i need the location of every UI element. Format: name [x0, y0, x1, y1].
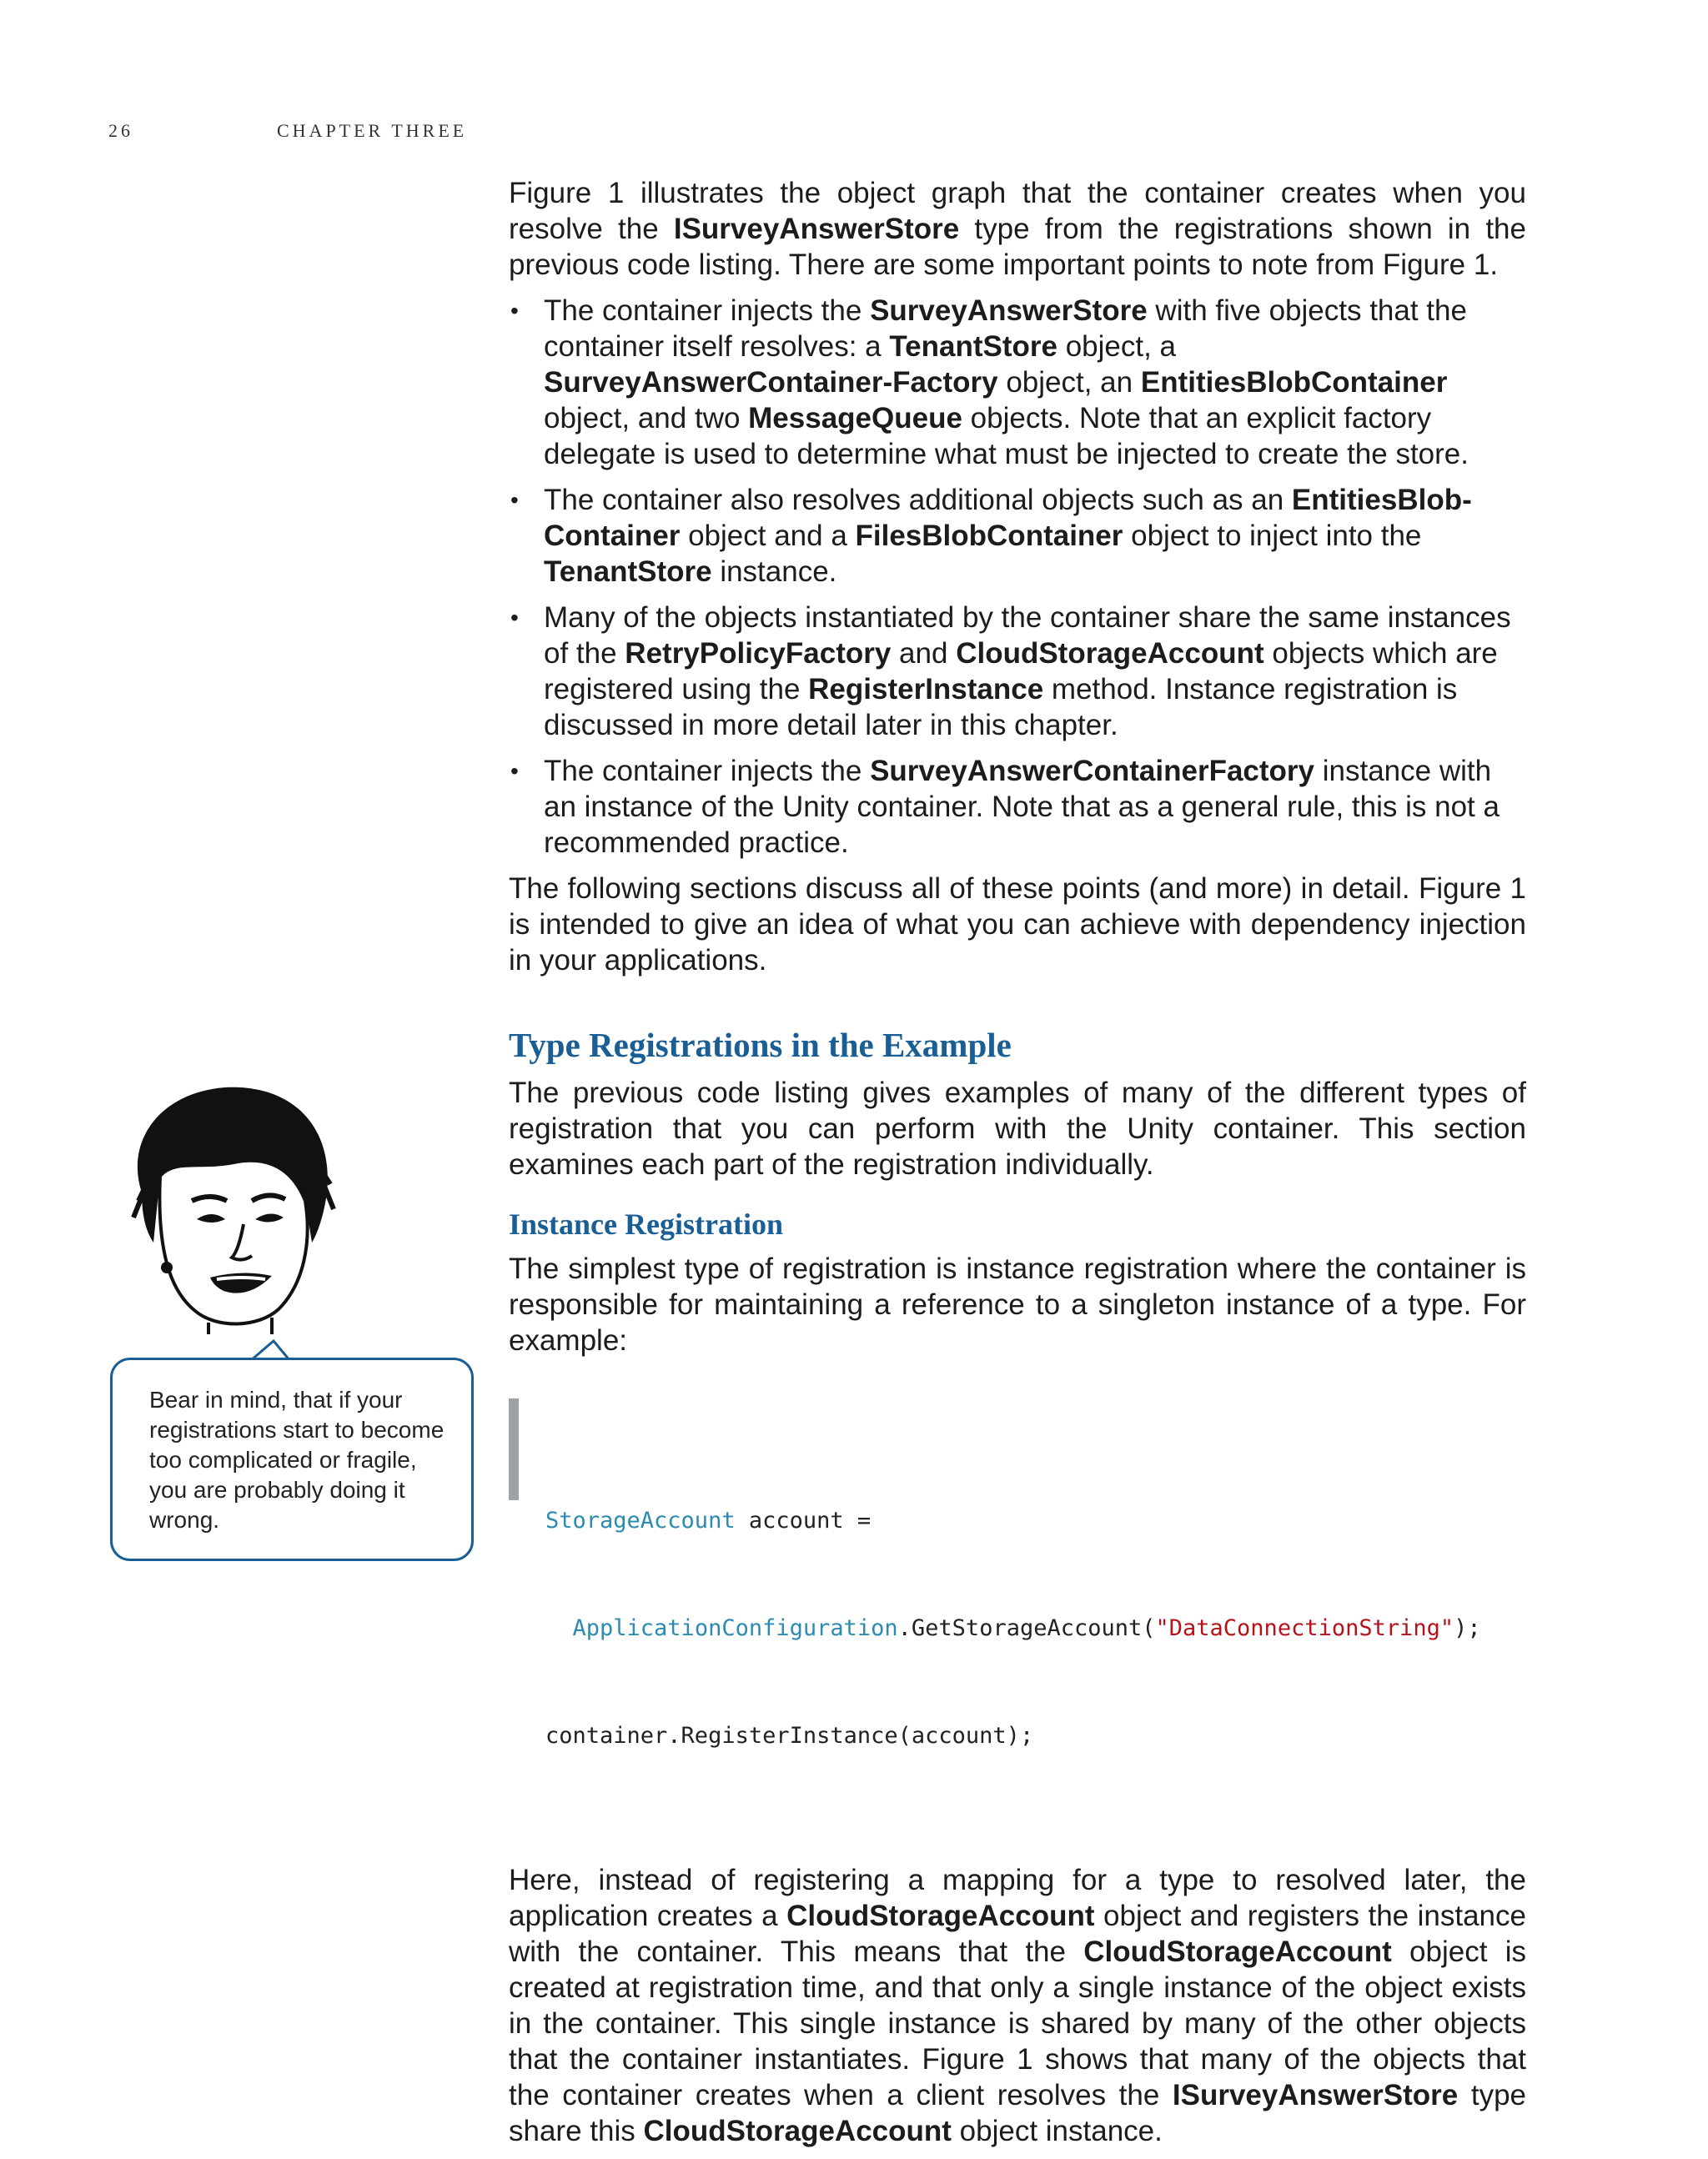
code-term: ISurveyAnswerStore — [673, 213, 960, 245]
text-run: object, and two — [544, 402, 749, 434]
code-term: MessageQueue — [748, 402, 962, 434]
text-run: Figure 1 illustrates the object graph that the container creates when you resolve the — [509, 177, 1526, 245]
code-term: EntitiesBlob-Container — [544, 484, 1472, 552]
code-listing — [509, 1395, 1526, 1825]
text-run: object instance. — [951, 2115, 1163, 2147]
text-run: objects. Note that an explicit factory delegate is used to determine what must be injected to create the store. — [544, 402, 1469, 470]
section-paragraph: The previous code listing gives examples of many of the different types of registration that you can perform with the Unity container. This section examines each part of the registration individually. — [509, 1077, 1526, 1181]
sidebar-note-text: Bear in mind, that if your registrations start to become too complicated or fragile, you are probably doing it wrong. — [149, 1387, 445, 1533]
list-item — [509, 600, 1526, 743]
text-run: and — [891, 637, 957, 670]
code-term: ISurveyAnswerStore — [1172, 2079, 1459, 2111]
text-run: objects which are registered using the — [544, 637, 1498, 705]
subsection-heading: Instance Registration — [509, 1208, 783, 1241]
text-run: Many of the objects instantiated by the container share the same instances of the — [544, 601, 1511, 670]
text-run: object to inject into the — [1123, 520, 1422, 552]
list-item — [509, 293, 1526, 472]
running-head — [0, 117, 1708, 147]
chapter-title: CHAPTER THREE — [277, 120, 468, 141]
text-run: object, a — [1057, 330, 1177, 363]
text-run: The container also resolves additional objects such as an — [544, 484, 1292, 516]
code-term: EntitiesBlobContainer — [1140, 366, 1448, 399]
code-term: SurveyAnswerContainer-Factory — [544, 366, 998, 399]
text-run: object is created at registration time, and that only a single instance of the object exists in the container. This single instance is shared by many of the other objects that the container instantiates. Figure 1 shows that many of the objects that the container creates when a client resolves the — [509, 1936, 1526, 2111]
page-number: 26 — [108, 120, 133, 141]
code-term: SurveyAnswerStore — [870, 294, 1148, 327]
main-column — [509, 175, 1526, 2159]
text-run: method. Instance registration is discussed in more detail later in this chapter. — [544, 673, 1458, 741]
code-term: CloudStorageAccount — [643, 2115, 952, 2147]
list-item — [509, 753, 1526, 861]
following-paragraph: The following sections discuss all of these points (and more) in detail. Figure 1 is intended to give an idea of what you can achieve with dependency injection in your applications. — [509, 872, 1526, 977]
intro-paragraph — [509, 175, 1526, 283]
code-string: "DataConnectionString" — [1155, 1615, 1454, 1641]
code-type: ApplicationConfiguration — [572, 1615, 898, 1641]
list-item — [509, 482, 1526, 590]
code-term: CloudStorageAccount — [1083, 1936, 1392, 1968]
code-term: SurveyAnswerContainerFactory — [870, 755, 1315, 787]
text-run: instance with an instance of the Unity container. Note that as a general rule, this is not a recommended practice. — [544, 755, 1500, 859]
closing-paragraph — [509, 1862, 1526, 2149]
code-term: RegisterInstance — [808, 673, 1044, 705]
text-run: with five objects that the container itself resolves: a — [544, 294, 1467, 363]
text-run: instance. — [711, 555, 837, 588]
subsection-paragraph: The simplest type of registration is instance registration where the container is responsible for maintaining a reference to a singleton instance of a type. For example: — [509, 1253, 1526, 1357]
code-line: container.RegisterInstance(account); — [545, 1723, 1034, 1749]
code-term: TenantStore — [889, 330, 1057, 363]
code-text: ); — [1454, 1615, 1481, 1641]
code-text: .GetStorageAccount( — [897, 1615, 1156, 1641]
code-term: CloudStorageAccount — [786, 1900, 1095, 1932]
code-term: TenantStore — [544, 555, 712, 588]
woman-face-icon — [108, 1076, 350, 1334]
text-run: object and registers the instance with the container. This means that the — [509, 1900, 1526, 1968]
sidebar-note — [110, 1358, 474, 1561]
text-run: object and a — [680, 520, 856, 552]
text-run: The container injects the — [544, 755, 871, 787]
text-run: Here, instead of registering a mapping for a type to resolved later, the application creates a — [509, 1864, 1526, 1932]
code-margin-bar — [509, 1398, 519, 1500]
code-term: FilesBlobContainer — [855, 520, 1123, 552]
code-line — [545, 1503, 1526, 1539]
code-line — [545, 1610, 1526, 1646]
text-run: type from the registrations shown in the previous code listing. There are some important points to note from Figure 1. — [509, 213, 1526, 281]
text-run: The container injects the — [544, 294, 871, 327]
code-term: CloudStorageAccount — [956, 637, 1264, 670]
text-run: object, an — [997, 366, 1141, 399]
text-run: type share this — [509, 2079, 1527, 2147]
code-type: StorageAccount — [545, 1508, 736, 1534]
code-indent — [545, 1615, 573, 1641]
bullet-list — [509, 293, 1526, 861]
section-heading: Type Registrations in the Example — [509, 1026, 1012, 1064]
code-term: RetryPolicyFactory — [625, 637, 892, 670]
code-text: account = — [735, 1508, 872, 1534]
